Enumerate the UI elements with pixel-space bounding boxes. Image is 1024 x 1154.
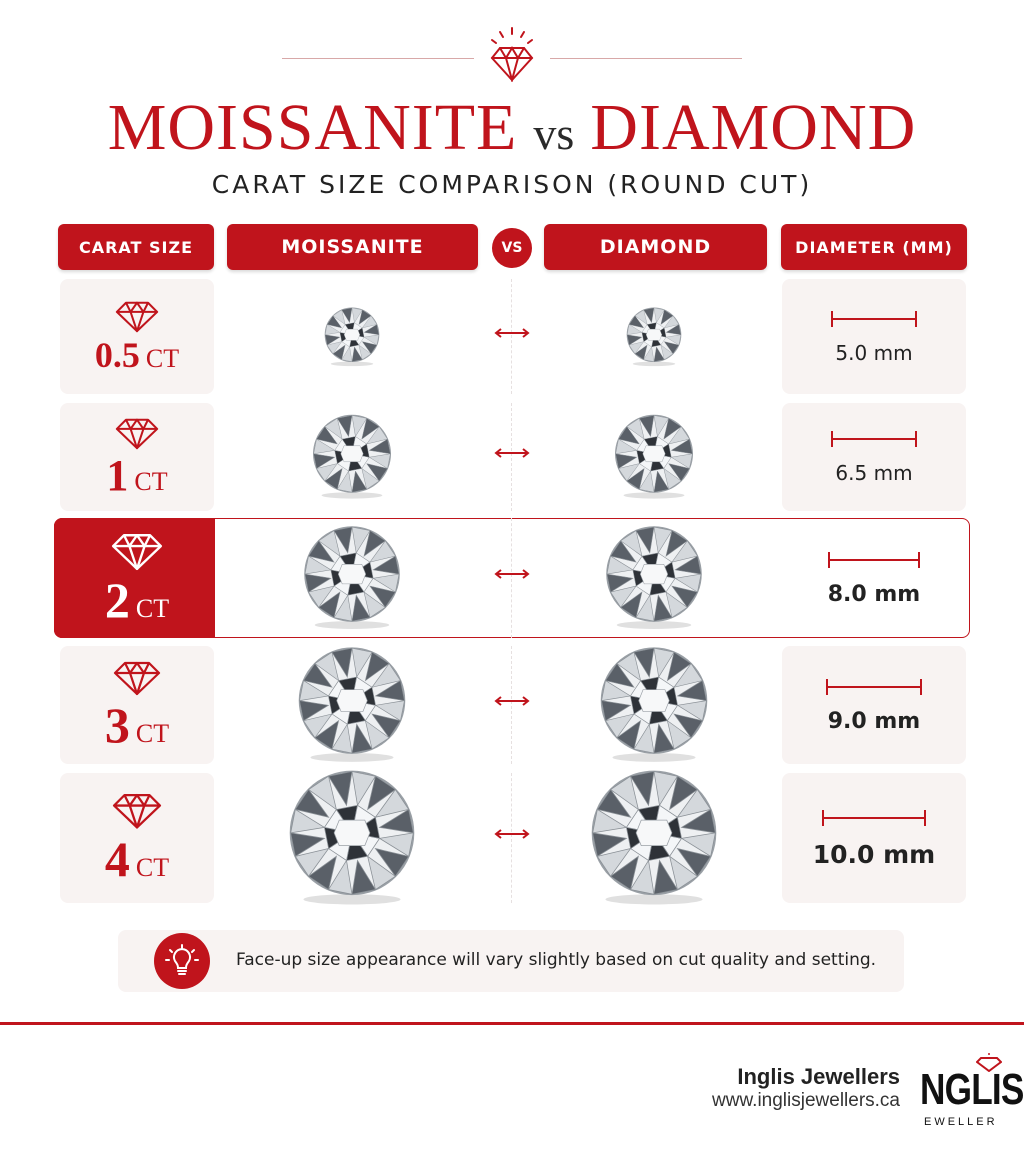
diameter-value: 5.0 mm bbox=[835, 340, 913, 365]
moissanite-stone bbox=[297, 646, 407, 764]
carat-cell bbox=[60, 403, 214, 511]
carat-value bbox=[104, 830, 170, 887]
diamond-stone bbox=[599, 646, 709, 764]
carat-unit: CT bbox=[134, 466, 168, 496]
carat-value bbox=[95, 337, 179, 373]
brand-logo-subtitle: EWELLER bbox=[924, 1116, 998, 1128]
page-subtitle: CARAT SIZE COMPARISON (ROUND CUT) bbox=[211, 170, 813, 199]
diamond-stone bbox=[605, 525, 703, 631]
carat-unit: CT bbox=[135, 852, 170, 882]
diamond-icon bbox=[113, 660, 161, 696]
carat-number: 4 bbox=[104, 830, 130, 887]
moissanite-stone bbox=[312, 413, 392, 501]
diameter-value: 8.0 mm bbox=[827, 581, 921, 607]
header-rule-right bbox=[550, 58, 742, 59]
carat-cell bbox=[60, 279, 214, 394]
note-box bbox=[118, 930, 904, 992]
compare-arrow-icon bbox=[492, 828, 532, 840]
carat-number: 1 bbox=[106, 450, 129, 500]
carat-number: 3 bbox=[104, 697, 130, 753]
column-header-diamond: DIAMOND bbox=[544, 224, 767, 270]
column-header-moissanite: MOISSANITE bbox=[227, 224, 478, 270]
brand-logo: NGLIS bbox=[920, 1065, 1024, 1114]
diameter-value: 9.0 mm bbox=[827, 708, 921, 734]
diamond-stone bbox=[626, 305, 682, 369]
brand-name: Inglis Jewellers bbox=[737, 1064, 900, 1089]
carat-number: 2 bbox=[104, 571, 130, 628]
carat-number: 0.5 bbox=[94, 335, 140, 375]
diameter-value: 6.5 mm bbox=[835, 461, 913, 485]
moissanite-stone bbox=[287, 769, 417, 907]
compare-arrow-icon bbox=[492, 695, 532, 707]
measure-bar-icon bbox=[821, 808, 927, 828]
footer-rule bbox=[0, 1022, 1024, 1025]
diamond-icon bbox=[111, 532, 163, 571]
title-moissanite: MOISSANITE bbox=[107, 91, 518, 164]
diamond-stone bbox=[589, 769, 719, 907]
carat-value bbox=[104, 697, 170, 753]
header-rule-left bbox=[282, 58, 474, 59]
measure-bar-icon bbox=[830, 309, 918, 329]
diamond-icon bbox=[115, 300, 159, 333]
diameter-cell bbox=[782, 279, 966, 394]
brand-url[interactable]: www.inglisjewellers.ca bbox=[712, 1090, 900, 1111]
diamond-stone bbox=[614, 413, 694, 501]
diamond-icon bbox=[115, 417, 159, 450]
measure-bar-icon bbox=[830, 429, 918, 449]
compare-arrow-icon bbox=[492, 327, 532, 339]
measure-bar-icon bbox=[825, 677, 923, 697]
measure-bar-icon bbox=[827, 550, 921, 570]
carat-unit: CT bbox=[145, 344, 180, 373]
column-header-diameter: DIAMETER (MM) bbox=[781, 224, 967, 270]
carat-unit: CT bbox=[135, 719, 170, 748]
diameter-value: 10.0 mm bbox=[812, 839, 936, 869]
diameter-cell bbox=[782, 518, 966, 638]
carat-cell bbox=[60, 518, 214, 638]
compare-arrow-icon bbox=[492, 568, 532, 580]
diameter-cell bbox=[782, 773, 966, 903]
diamond-crown-icon bbox=[486, 26, 538, 82]
diamond-icon bbox=[112, 792, 162, 830]
moissanite-stone bbox=[303, 525, 401, 631]
carat-cell bbox=[60, 646, 214, 764]
title-vs: vs bbox=[533, 108, 575, 159]
title-diamond: DIAMOND bbox=[590, 91, 917, 164]
compare-arrow-icon bbox=[492, 447, 532, 459]
note-text: Face-up size appearance will vary slightly based on cut quality and setting. bbox=[236, 950, 877, 970]
carat-value bbox=[106, 450, 168, 500]
lightbulb-icon bbox=[154, 933, 210, 989]
moissanite-stone bbox=[324, 305, 380, 369]
column-header-carat: CARAT SIZE bbox=[58, 224, 214, 270]
diameter-cell bbox=[782, 646, 966, 764]
carat-value bbox=[104, 571, 170, 628]
diameter-cell bbox=[782, 403, 966, 511]
carat-cell bbox=[60, 773, 214, 903]
carat-unit: CT bbox=[135, 593, 170, 623]
vs-badge: VS bbox=[492, 228, 532, 268]
